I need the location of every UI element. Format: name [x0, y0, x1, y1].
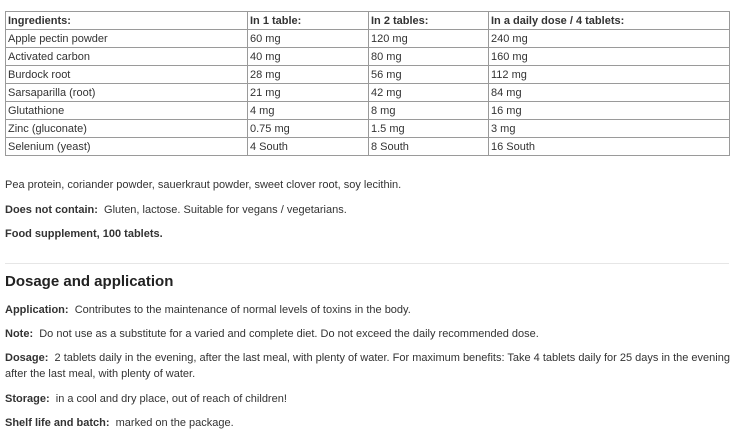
cell-ingredient: Apple pectin powder — [6, 30, 248, 48]
cell-daily-dose: 240 mg — [489, 30, 730, 48]
storage-line — [5, 391, 733, 407]
cell-1-tablet: 28 mg — [248, 66, 369, 84]
dosage-label: Dosage: — [5, 352, 49, 364]
cell-daily-dose: 84 mg — [489, 84, 730, 102]
application-text: Contributes to the maintenance of normal levels of toxins in the body. — [74, 304, 411, 316]
table-header-row — [6, 12, 730, 30]
note-text: Do not use as a substitute for a varied and complete diet. Do not exceed the daily recommended dose. — [39, 328, 539, 340]
header-in-1-tablet: In 1 table: — [248, 12, 369, 30]
header-daily-dose: In a daily dose / 4 tablets: — [489, 12, 730, 30]
table-row — [6, 66, 730, 84]
table-row — [6, 84, 730, 102]
dosage-text: 2 tablets daily in the evening, after the last meal, with plenty of water. For maximum benefits: Take 4 tablets daily for 25 days in the evening after the last meal, with plenty of water. — [5, 352, 730, 380]
note-line — [5, 326, 733, 342]
header-ingredients: Ingredients: — [6, 12, 248, 30]
cell-daily-dose: 112 mg — [489, 66, 730, 84]
dosage-line — [5, 350, 733, 382]
cell-2-tablets: 8 South — [369, 138, 489, 156]
cell-2-tablets: 1.5 mg — [369, 120, 489, 138]
cell-2-tablets: 56 mg — [369, 66, 489, 84]
ingredients-table — [5, 11, 730, 156]
shelf-life-line — [5, 415, 733, 431]
cell-1-tablet: 40 mg — [248, 48, 369, 66]
application-line — [5, 302, 733, 318]
table-row — [6, 30, 730, 48]
table-row — [6, 48, 730, 66]
header-in-2-tablets: In 2 tables: — [369, 12, 489, 30]
cell-1-tablet: 4 South — [248, 138, 369, 156]
application-label: Application: — [5, 304, 69, 316]
cell-1-tablet: 60 mg — [248, 30, 369, 48]
food-supplement-text: Food supplement, 100 tablets. — [5, 228, 163, 240]
cell-daily-dose: 16 South — [489, 138, 730, 156]
section-divider — [5, 263, 729, 264]
cell-2-tablets: 120 mg — [369, 30, 489, 48]
cell-ingredient: Burdock root — [6, 66, 248, 84]
not-contain-text: Gluten, lactose. Suitable for vegans / vegetarians. — [104, 204, 347, 216]
storage-label: Storage: — [5, 393, 50, 405]
cell-ingredient: Sarsaparilla (root) — [6, 84, 248, 102]
cell-ingredient: Glutathione — [6, 102, 248, 120]
cell-ingredient: Zinc (gluconate) — [6, 120, 248, 138]
cell-daily-dose: 3 mg — [489, 120, 730, 138]
table-row — [6, 138, 730, 156]
table-row — [6, 102, 730, 120]
table-row — [6, 120, 730, 138]
cell-ingredient: Activated carbon — [6, 48, 248, 66]
cell-2-tablets: 8 mg — [369, 102, 489, 120]
note-label: Note: — [5, 328, 34, 340]
cell-1-tablet: 4 mg — [248, 102, 369, 120]
cell-2-tablets: 80 mg — [369, 48, 489, 66]
not-contain-line — [5, 202, 733, 218]
cell-ingredient: Selenium (yeast) — [6, 138, 248, 156]
cell-1-tablet: 0.75 mg — [248, 120, 369, 138]
cell-daily-dose: 160 mg — [489, 48, 730, 66]
cell-daily-dose: 16 mg — [489, 102, 730, 120]
cell-1-tablet: 21 mg — [248, 84, 369, 102]
not-contain-label: Does not contain: — [5, 204, 98, 216]
other-ingredients-text: Pea protein, coriander powder, sauerkraut powder, sweet clover root, soy lecithin. — [5, 179, 402, 191]
storage-text: in a cool and dry place, out of reach of children! — [55, 393, 287, 405]
cell-2-tablets: 42 mg — [369, 84, 489, 102]
shelf-life-label: Shelf life and batch: — [5, 417, 110, 429]
shelf-life-text: marked on the package. — [115, 417, 234, 429]
dosage-heading: Dosage and application — [5, 273, 174, 290]
food-supplement-line — [5, 226, 733, 242]
